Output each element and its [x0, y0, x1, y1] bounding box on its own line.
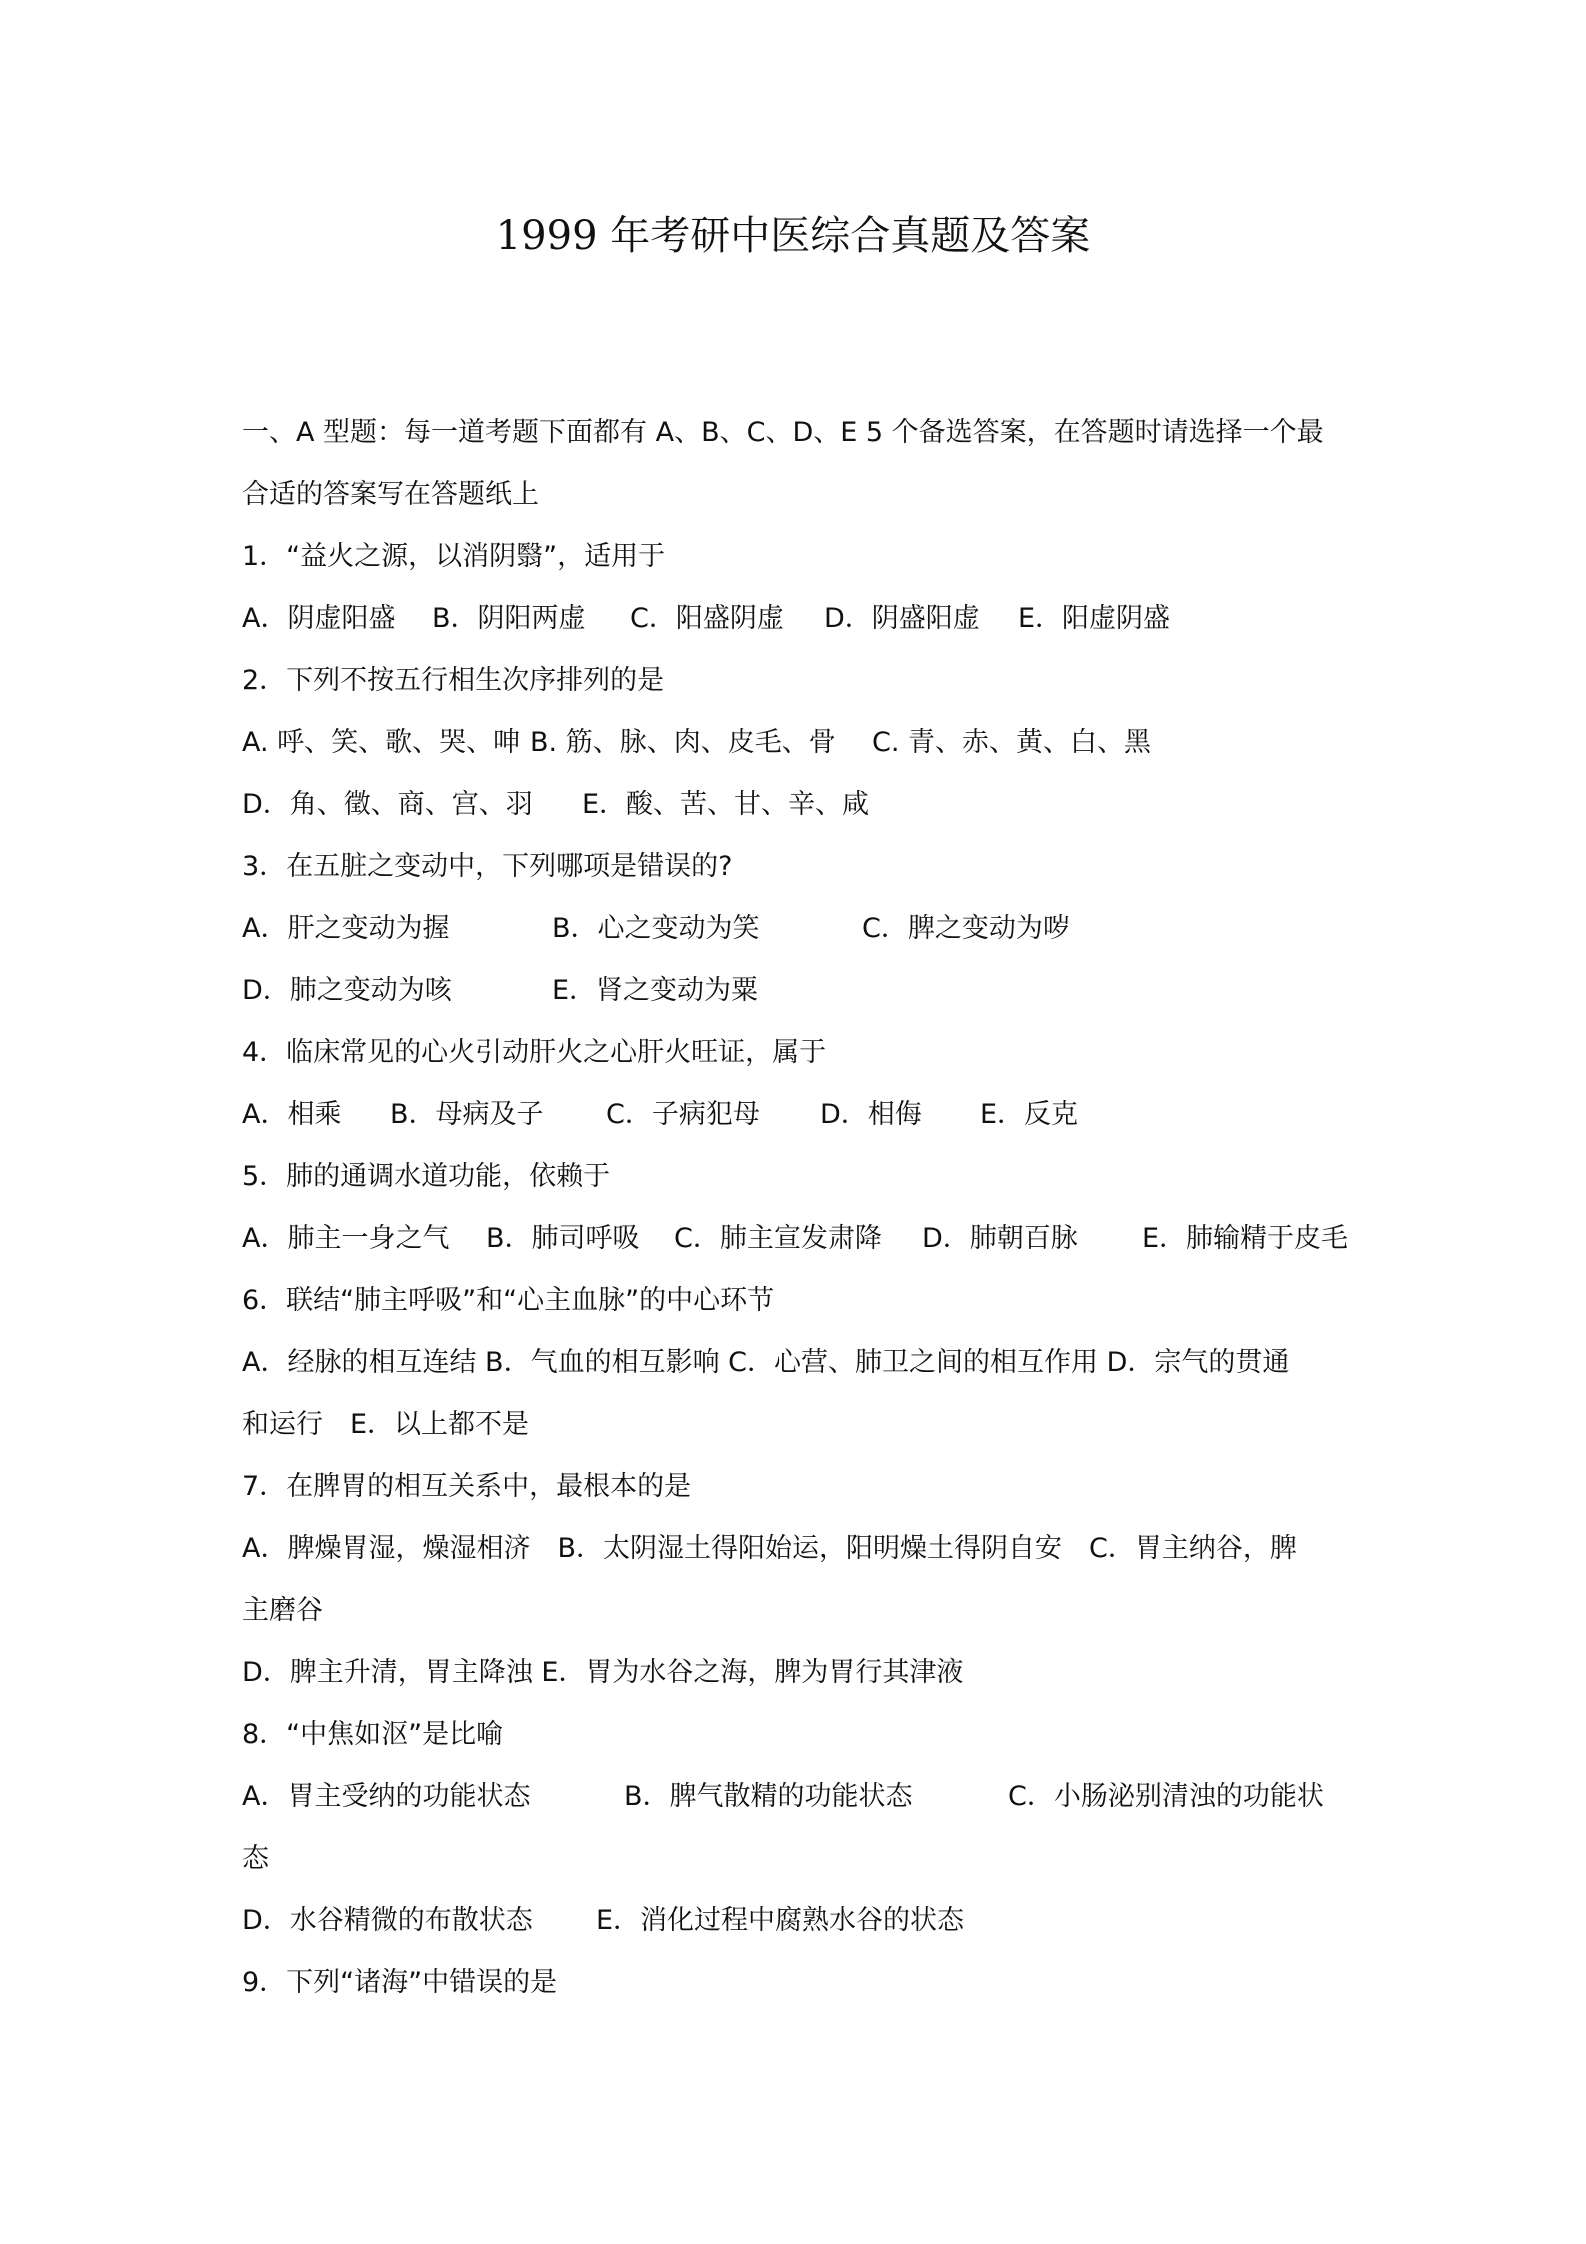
- document-body: [242, 402, 1360, 2014]
- question-2-options-row-2: [242, 774, 1360, 836]
- option-c: C．小肠泌别清浊的功能状: [1008, 1781, 1324, 1812]
- section-instruction-line-1: 一、A 型题：每一道考题下面都有 A、B、C、D、E 5 个备选答案，在答题时请选择一个最: [242, 417, 1324, 448]
- question-8-options-line-2: 态: [242, 1843, 269, 1874]
- option-e: E．消化过程中腐熟水谷的状态: [596, 1905, 965, 1936]
- option-d: D．阴盛阳虚: [824, 603, 980, 634]
- question-1-options: [242, 588, 1360, 650]
- option-d: D．肺之变动为咳: [242, 975, 452, 1006]
- question-5-stem: 5．肺的通调水道功能，依赖于: [242, 1161, 611, 1192]
- option-d: D．相侮: [820, 1099, 922, 1130]
- question-3-options-row-2: [242, 960, 1360, 1022]
- question-5-options: [242, 1208, 1360, 1270]
- question-8-options-row-2: [242, 1890, 1360, 1952]
- option-d: D．肺朝百脉: [922, 1223, 1078, 1254]
- page-title: 1999 年考研中医综合真题及答案: [495, 213, 1091, 259]
- question-7-options-line-1: A．脾燥胃湿，燥湿相济 B．太阴湿土得阳始运，阳明燥土得阴自安 C．胃主纳谷，脾: [242, 1533, 1297, 1564]
- question-2-options-row-1: [242, 712, 1360, 774]
- option-b: B．心之变动为笑: [552, 913, 760, 944]
- option-c: C．脾之变动为哕: [862, 913, 1070, 944]
- question-7-stem: 7．在脾胃的相互关系中，最根本的是: [242, 1471, 692, 1502]
- option-c: C．阳盛阴虚: [630, 603, 784, 634]
- question-7-options-line-2: 主磨谷: [242, 1595, 323, 1626]
- option-d: D．水谷精微的布散状态: [242, 1905, 533, 1936]
- question-6-stem: 6．联结“肺主呼吸”和“心主血脉”的中心环节: [242, 1285, 775, 1316]
- option-c: C．子病犯母: [606, 1099, 760, 1130]
- option-a: A．相乘: [242, 1099, 342, 1130]
- question-8-stem: 8．“中焦如沤”是比喻: [242, 1719, 504, 1750]
- option-c: C．肺主宣发肃降: [674, 1223, 882, 1254]
- question-7-options-line-3: D．脾主升清，胃主降浊 E．胃为水谷之海，脾为胃行其津液: [242, 1657, 964, 1688]
- question-2-stem: 2．下列不按五行相生次序排列的是: [242, 665, 665, 696]
- option-c: C. 青、赤、黄、白、黑: [872, 727, 1152, 758]
- option-a: A．阴虚阳盛: [242, 603, 396, 634]
- option-e: E．阳虚阴盛: [1018, 603, 1171, 634]
- option-b: B．脾气散精的功能状态: [624, 1781, 913, 1812]
- option-e: E．肾之变动为粟: [552, 975, 759, 1006]
- option-a: A．肺主一身之气: [242, 1223, 450, 1254]
- option-a: A．肝之变动为握: [242, 913, 450, 944]
- question-4-stem: 4．临床常见的心火引动肝火之心肝火旺证，属于: [242, 1037, 827, 1068]
- option-e: E．酸、苦、甘、辛、咸: [582, 789, 870, 820]
- question-9-stem: 9．下列“诸海”中错误的是: [242, 1967, 558, 1998]
- option-a: A. 呼、笑、歌、哭、呻: [242, 727, 521, 758]
- question-8-options-row-1: [242, 1766, 1360, 1828]
- option-b: B. 筋、脉、肉、皮毛、骨: [530, 727, 836, 758]
- question-6-options-line-2: 和运行 E．以上都不是: [242, 1409, 530, 1440]
- option-b: B．母病及子: [390, 1099, 544, 1130]
- section-instruction-line-2: 合适的答案写在答题纸上: [242, 479, 539, 510]
- option-b: B．肺司呼吸: [486, 1223, 640, 1254]
- option-a: A．胃主受纳的功能状态: [242, 1781, 531, 1812]
- option-b: B．阴阳两虚: [432, 603, 586, 634]
- question-4-options: [242, 1084, 1360, 1146]
- option-d: D．角、徵、商、宫、羽: [242, 789, 533, 820]
- question-1-stem: 1．“益火之源，以消阴翳”，适用于: [242, 541, 666, 572]
- question-6-options-line-1: A．经脉的相互连结 B．气血的相互影响 C．心营、肺卫之间的相互作用 D．宗气的贯通: [242, 1347, 1290, 1378]
- question-3-options-row-1: [242, 898, 1360, 960]
- option-e: E．反克: [980, 1099, 1079, 1130]
- question-3-stem: 3．在五脏之变动中，下列哪项是错误的?: [242, 851, 733, 882]
- option-e: E．肺输精于皮毛: [1142, 1223, 1349, 1254]
